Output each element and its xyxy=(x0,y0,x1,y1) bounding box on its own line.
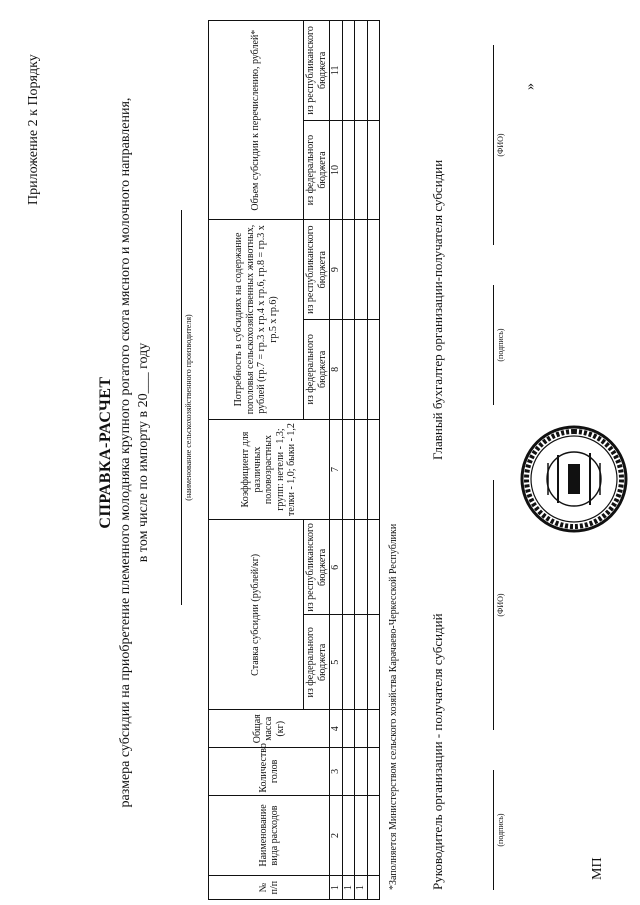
table-cell[interactable] xyxy=(367,21,379,121)
table-cell[interactable] xyxy=(355,419,368,520)
table-cell[interactable] xyxy=(355,120,368,220)
column-number-row xyxy=(330,21,343,900)
head-signature-caption: (подпись) xyxy=(496,813,505,847)
column-number: 3 xyxy=(330,748,343,795)
header-coefficient: Коэффициент для различных половозрастных групп: нетели - 1,3; телки - 1,0; быки - 1,2 xyxy=(209,419,330,520)
table-cell[interactable] xyxy=(342,748,355,795)
table-cell[interactable] xyxy=(342,320,355,420)
head-name-caption: (ФИО) xyxy=(496,593,505,617)
table-cell[interactable] xyxy=(355,748,368,795)
table-cell[interactable] xyxy=(355,320,368,420)
table-cell[interactable] xyxy=(342,220,355,320)
head-signature-line[interactable] xyxy=(493,770,494,890)
table-cell[interactable] xyxy=(367,710,379,748)
column-number: 6 xyxy=(330,520,343,615)
organization-name-caption: (наименование сельскохозяйственного производителя) xyxy=(184,314,193,501)
column-number: 7 xyxy=(330,419,343,520)
table-cell[interactable] xyxy=(367,320,379,420)
document-subtitle: размера субсидии на приобретение племенного молодняка крупного рогатого скота мясного и молочного направления, xyxy=(118,97,133,808)
document-title: СПРАВКА-РАСЧЕТ xyxy=(97,376,114,529)
column-number: 8 xyxy=(330,320,343,420)
head-signature-label: Руководитель организации - получателя субсидий xyxy=(430,613,445,890)
header-expense-name: Наименование вида расходов xyxy=(209,795,330,876)
table-cell[interactable] xyxy=(355,520,368,615)
column-number: 5 xyxy=(330,615,343,710)
column-number: 2 xyxy=(330,795,343,876)
footnote: *Заполняется Министерством сельского хозяйства Карачаево-Черкесской Республики xyxy=(388,523,399,890)
column-number: 4 xyxy=(330,710,343,748)
table-cell[interactable] xyxy=(355,615,368,710)
table-cell[interactable] xyxy=(367,419,379,520)
table-cell[interactable] xyxy=(342,419,355,520)
closing-quote: » xyxy=(523,83,538,90)
table-cell[interactable] xyxy=(342,120,355,220)
sub-federal: из федерального бюджета xyxy=(304,120,330,220)
table-cell[interactable] xyxy=(367,120,379,220)
organization-name-line xyxy=(181,210,182,605)
header-heads: Количество голов xyxy=(209,748,330,795)
appendix-reference: Приложение 2 к Порядку xyxy=(26,54,41,205)
table-cell[interactable] xyxy=(355,21,368,121)
table-cell[interactable] xyxy=(367,220,379,320)
table-row xyxy=(342,21,355,900)
header-mass: Общая масса (кг) xyxy=(209,710,330,748)
accountant-name-caption: (ФИО) xyxy=(496,133,505,157)
table-row xyxy=(367,21,379,900)
column-number: 1 xyxy=(330,876,343,900)
row-number: 1 xyxy=(355,876,368,900)
header-rate: Ставка субсидии (рублей/кг) xyxy=(209,520,304,710)
row-number: 1 xyxy=(342,876,355,900)
table-cell[interactable] xyxy=(342,21,355,121)
table-cell[interactable] xyxy=(367,795,379,876)
column-number: 9 xyxy=(330,220,343,320)
accountant-signature-label: Главный бухгалтер организации-получателя субсидии xyxy=(430,159,445,460)
column-number: 10 xyxy=(330,120,343,220)
accountant-name-line[interactable] xyxy=(493,45,494,245)
table-cell[interactable] xyxy=(355,220,368,320)
table-cell[interactable] xyxy=(367,876,379,900)
table-cell[interactable] xyxy=(342,615,355,710)
accountant-signature-caption: (подпись) xyxy=(496,328,505,362)
header-num: № п/п xyxy=(209,876,330,900)
table-cell[interactable] xyxy=(367,748,379,795)
sub-republic: из республиканского бюджета xyxy=(304,220,330,320)
table-cell[interactable] xyxy=(355,710,368,748)
table-cell[interactable] xyxy=(355,795,368,876)
stamp-place-mark: МП xyxy=(590,857,605,880)
table-header-row xyxy=(209,21,304,900)
table-cell[interactable] xyxy=(367,520,379,615)
document-subtitle-year: в том числе по импорту в 20___ году xyxy=(136,342,151,563)
header-volume: Объем субсидии к перечислению, рублей* xyxy=(209,21,304,220)
table-cell[interactable] xyxy=(342,795,355,876)
calculation-table xyxy=(208,20,380,900)
head-name-line[interactable] xyxy=(493,480,494,730)
header-need: Потребность в субсидиях на содержание поголовья сельскохозяйственных животных, рублей (гр.7 = гр.3 х гр.4 х гр.6, гр.8 = гр.3 х гр.5 х гр.6) xyxy=(209,220,304,419)
official-stamp-icon xyxy=(518,423,630,535)
table-cell[interactable] xyxy=(367,615,379,710)
table-row xyxy=(355,21,368,900)
table-cell[interactable] xyxy=(342,710,355,748)
column-number: 11 xyxy=(330,21,343,121)
accountant-signature-line[interactable] xyxy=(493,285,494,405)
sub-republic: из республиканского бюджета xyxy=(304,21,330,121)
sub-federal: из федерального бюджета xyxy=(304,615,330,710)
sub-federal: из федерального бюджета xyxy=(304,320,330,420)
table-cell[interactable] xyxy=(342,520,355,615)
sub-republic: из республиканского бюджета xyxy=(304,520,330,615)
